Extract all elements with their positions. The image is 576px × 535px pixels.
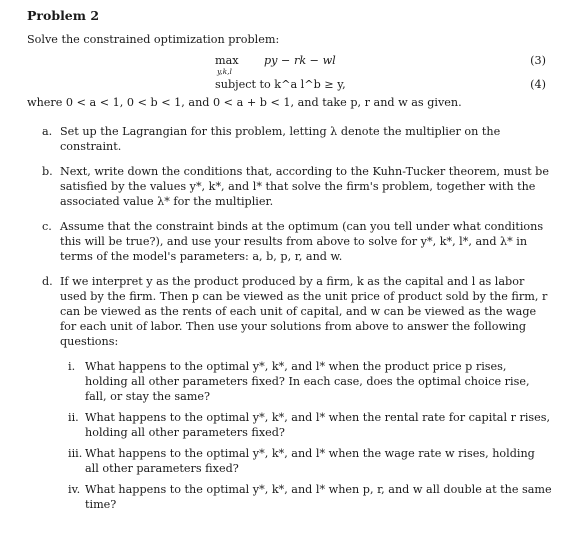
equation-number-3: (3) xyxy=(530,54,546,67)
question-text: Next, write down the conditions that, according to the Kuhn-Tucker theorem, must be satisfied by the values y*, k*, and l* that solve the firm's problem, together with the associated value λ* for the multiplier. xyxy=(60,165,549,208)
subquestion-text: What happens to the optimal y*, k*, and l* when the product price p rises, holding all other parameters fixed? In each case, does the optimal choice rise, fall, or stay the same? xyxy=(85,360,530,403)
problem-intro: Solve the constrained optimization problem: xyxy=(27,33,280,46)
question-label: a. xyxy=(42,125,53,138)
subquestion-iii xyxy=(27,446,564,476)
max-operator: max y,k,l xyxy=(215,54,239,76)
question-text: Set up the Lagrangian for this problem, letting λ denote the multiplier on the constraint. xyxy=(60,125,501,153)
subquestion-text: What happens to the optimal y*, k*, and l* when the rental rate for capital r rises, holding all other parameters fixed? xyxy=(85,411,551,439)
subquestion-text: What happens to the optimal y*, k*, and l* when the wage rate w rises, holding all other parameters fixed? xyxy=(85,447,535,475)
parameter-conditions: where 0 < a < 1, 0 < b < 1, and 0 < a + b < 1, and take p, r and w as given. xyxy=(27,96,462,109)
constraint: subject to k^a l^b ≥ y, xyxy=(215,78,346,91)
problem-title: Problem 2 xyxy=(27,8,100,23)
question-b xyxy=(27,164,564,209)
question-d xyxy=(27,274,564,349)
subquestion-iv xyxy=(27,482,564,512)
question-label: b. xyxy=(42,165,53,178)
question-text: If we interpret y as the product produced by a firm, k as the capital and l as labor used by the firm. Then p can be viewed as the unit price of product sold by the firm, r can be viewed as the rents of each unit of capital, and w can be viewed as the wage for each unit of labor. Then use your solutions from above to answer the following questions: xyxy=(60,275,548,348)
question-a xyxy=(27,124,564,154)
subquestion-label: iii. xyxy=(68,447,83,460)
question-label: d. xyxy=(42,275,53,288)
subquestion-label: ii. xyxy=(68,411,79,424)
subquestion-label: iv. xyxy=(68,483,81,496)
subquestion-text: What happens to the optimal y*, k*, and l* when p, r, and w all double at the same time? xyxy=(85,483,552,511)
question-text: Assume that the constraint binds at the optimum (can you tell under what conditions this will be true?), and use your results from above to solve for y*, k*, l*, and λ* in terms of the model's parameters: a, b, p, r, and w. xyxy=(60,220,544,263)
subquestion-i xyxy=(27,359,564,404)
subquestion-label: i. xyxy=(68,360,76,373)
subquestion-ii xyxy=(27,410,564,440)
question-c xyxy=(27,219,564,264)
objective-function: py − rk − wl xyxy=(264,54,336,67)
equation-number-4: (4) xyxy=(530,78,546,91)
optimization-equation xyxy=(27,53,564,93)
question-label: c. xyxy=(42,220,52,233)
